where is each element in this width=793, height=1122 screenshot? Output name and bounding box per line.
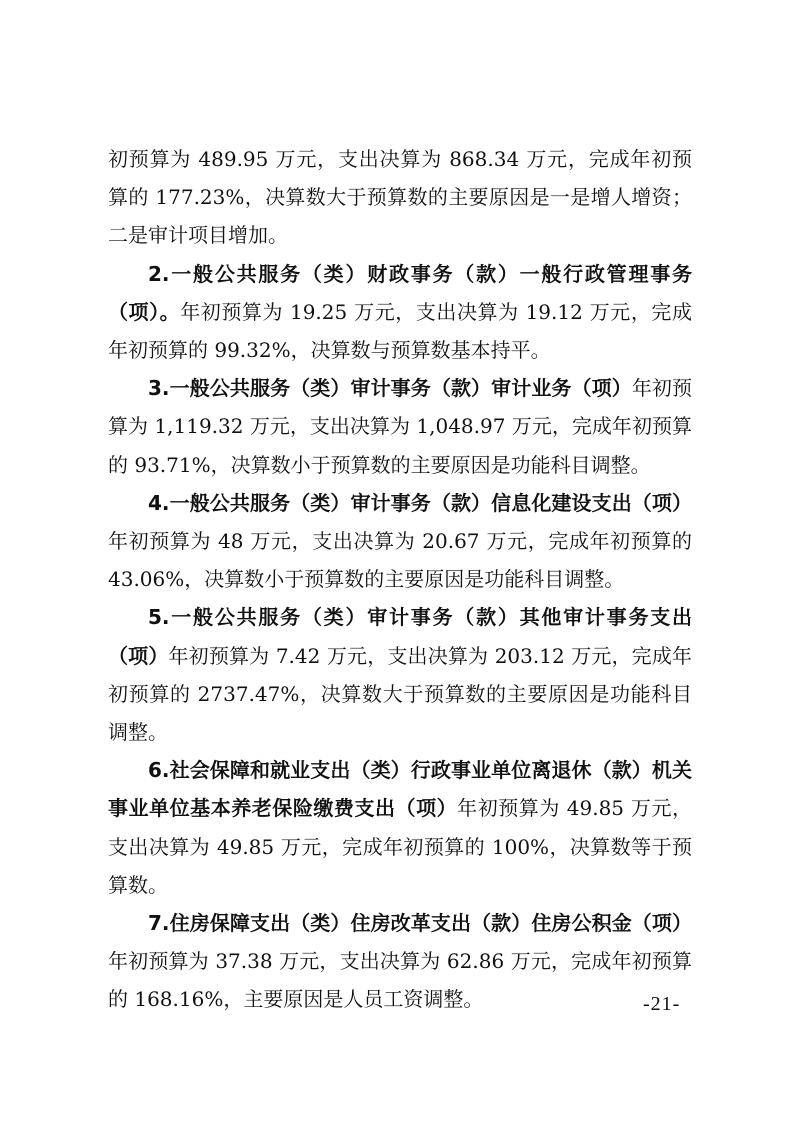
paragraph-1-text: 初预算为 489.95 万元，支出决算为 868.34 万元，完成年初预算的 177.23%，决算数大于预算数的主要原因是一是增人增资；二是审计项目增加。 bbox=[108, 147, 692, 248]
paragraph-6 bbox=[108, 751, 692, 904]
paragraph-4 bbox=[108, 484, 692, 599]
paragraph-1 bbox=[108, 140, 692, 255]
paragraph-2-heading: 2.一般公共服务（类）财政事务（款）一般行政管理事务（项）。 bbox=[108, 261, 692, 324]
paragraph-7-heading: 7.住房保障支出（类）住房改革支出（款）住房公积金（项） bbox=[148, 911, 692, 936]
paragraph-3-text: 年初预算为 1,119.32 万元，支出决算为 1,048.97 万元，完成年初预算的 93.71%，决算数小于预算数的主要原因是功能科目调整。 bbox=[108, 376, 693, 477]
paragraph-2-text: 年初预算为 19.25 万元，支出决算为 19.12 万元，完成年初预算的 99.32%，决算数与预算数基本持平。 bbox=[108, 299, 692, 363]
body-text bbox=[108, 140, 692, 1019]
paragraph-6-heading: 6.社会保障和就业支出（类）行政事业单位离退休（款）机关事业单位基本养老保险缴费支出（项） bbox=[108, 758, 692, 821]
paragraph-5-heading: 5.一般公共服务（类）审计事务（款）其他审计事务支出（项） bbox=[108, 605, 692, 668]
paragraph-4-text: 年初预算为 48 万元，支出决算为 20.67 万元，完成年初预算的 43.06%，决算数小于预算数的主要原因是功能科目调整。 bbox=[108, 529, 692, 592]
paragraph-6-text: 年初预算为 49.85 万元，支出决算为 49.85 万元，完成年初预算的 100%，决算数等于预算数。 bbox=[108, 796, 692, 897]
paragraph-3 bbox=[108, 369, 692, 484]
paragraph-5 bbox=[108, 598, 692, 751]
paragraph-7 bbox=[108, 904, 692, 1019]
paragraph-4-heading: 4.一般公共服务（类）审计事务（款）信息化建设支出（项） bbox=[148, 490, 692, 515]
paragraph-2 bbox=[108, 255, 692, 370]
paragraph-7-text: 年初预算为 37.38 万元，支出决算为 62.86 万元，完成年初预算的 168.16%，主要原因是人员工资调整。 bbox=[108, 949, 692, 1012]
paragraph-3-heading: 3.一般公共服务（类）审计事务（款）审计业务（项） bbox=[148, 376, 632, 401]
paragraph-5-text: 年初预算为 7.42 万元，支出决算为 203.12 万元，完成年初预算的 2737.47%，决算数大于预算数的主要原因是功能科目调整。 bbox=[108, 643, 693, 745]
page-number: -21- bbox=[643, 993, 681, 1015]
